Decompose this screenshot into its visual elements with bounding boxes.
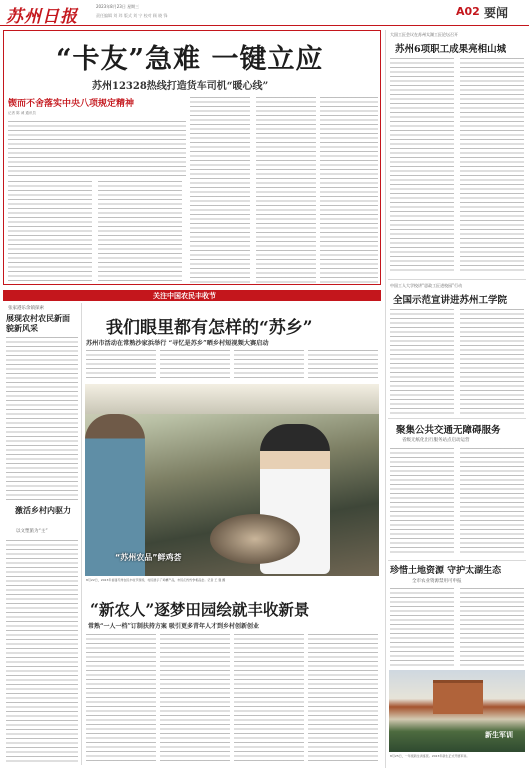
rural-left-kicker: 张家港乐余镇探索 [8,306,44,311]
campus-photo-overlay: 新生军训 [485,731,513,739]
editor-line: 责任编辑 刘 玮 版式 刘 宁 校对 顾 晓 锋 [96,13,168,18]
cooking-pot [210,514,300,564]
right-mid-text-1 [390,309,454,414]
right-mid-text-2 [460,309,524,414]
xinnongren-headline: “新农人”逐梦田园绘就丰收新景 [90,600,310,619]
campus-photo [389,670,525,752]
xinnongren-text-1 [86,634,156,764]
right-mid-kicker: 中国工人大学校讲“思政工匠进校园”行动 [390,283,463,288]
campus-photo-caption: 8月25日，一年级新生训练营。2023年新生正式开展军训。 [390,754,470,758]
market-photo-overlay: “苏州农品”鲜鸡荟 [115,553,182,562]
suxiang-subheadline: 苏州市活动在常熟沙家浜举行 “寻忆是苏乡”晒乡村短视频大赛启动 [86,340,269,347]
xinnongren-text-2 [160,634,230,764]
right-mid-headline: 全国示范宣讲进苏州工学院 [393,295,508,306]
suxiang-text-1 [86,350,156,380]
right-low-headline: 聚集公共交通无障碍服务 [396,425,501,436]
rural-left-headline: 展现农村农民新面貌新风采 [6,313,70,333]
eco-text-1 [390,588,454,666]
market-photo [85,384,379,576]
suxiang-text-3 [234,350,304,380]
divider [388,560,526,561]
right-top-text-2 [460,58,524,273]
rural-left-text-2 [6,540,78,764]
lead-subheadline: 苏州12328热线打造货车司机“暖心线” [92,81,269,92]
rural-left-sub-kicker: 以文塑旅为“主” [16,529,48,534]
xinnongren-text-3 [234,634,304,764]
lead-column-4 [256,97,316,283]
xinnongren-subheadline: 常熟“一人一档”订制扶持方案 吸引更多青年人才到乡村创新创业 [88,623,259,630]
lead-column-2 [98,181,182,283]
xinnongren-text-4 [308,634,378,764]
masthead [0,0,529,26]
right-top-text-1 [390,58,454,273]
rural-left-text [6,337,78,500]
divider [388,418,526,419]
lead-story [3,30,381,285]
rural-left-sub-headline: 激活乡村内驱力 [15,505,71,515]
suxiang-text-2 [160,350,230,380]
lead-sidebar-title: 锲而不舍落实中央八项规定精神 [8,99,135,109]
lead-column-5 [320,97,378,283]
tent-canopy [85,384,379,414]
campus-building [433,680,483,714]
lead-intro-text [8,121,186,177]
suxiang-text-4 [308,350,378,380]
lead-column-1 [8,181,92,283]
lead-byline: 记者 陈 诚 通讯员 [8,111,36,115]
page-number: A02 [456,5,480,18]
eco-headline: 珍惜土地资源 守护太湖生态 [390,566,502,576]
right-top-headline: 苏州6项职工成果亮相山城 [395,44,507,55]
suxiang-headline: 我们眼里都有怎样的“苏乡” [106,318,313,338]
section-banner [3,290,381,301]
rural-column-divider [81,303,82,765]
right-low-text-1 [390,448,454,556]
divider [388,279,526,280]
right-low-text-2 [460,448,524,556]
eco-subheadline: 全市农业资源禁用可申报 [412,579,462,584]
newspaper-logo: 苏州日报 [6,7,78,27]
right-low-subheadline: 省级无纸化出行服务站点启动运营 [402,438,470,443]
date-line: 2023年8月23日 星期三 [96,4,140,9]
right-top-kicker: 大国工匠会议在苏州太湖工匠论坛召开 [390,32,458,37]
section-name: 要闻 [484,6,509,20]
eco-text-2 [460,588,524,666]
section-banner-label: 关注中国农民丰收节 [153,292,216,300]
lead-headline: “卡友”急难 一键立应 [56,44,324,75]
market-photo-caption: 8月22日，2023年首届苏州农民丰收节现场，村民展示了鸡精产品，市民们纷纷争相品尝。记者 王 强 摄 [86,578,226,582]
lead-column-3 [190,97,250,283]
